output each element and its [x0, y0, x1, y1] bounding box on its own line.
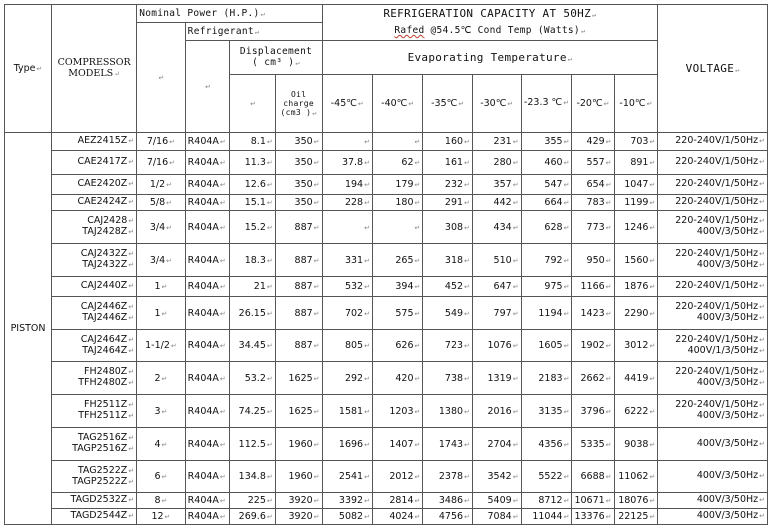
capacity-neg35-cell: 160↵ — [423, 133, 473, 151]
oil-charge-cell: 350↵ — [275, 151, 322, 175]
capacity-neg45-cell: 1581↵ — [322, 395, 372, 428]
voltage-cell: 220-240V/1/50Hz↵ — [658, 195, 768, 211]
nominal-power-cell: 3↵ — [137, 395, 185, 428]
model-cell: CAJ2432Z↵ TAJ2432Z↵ — [52, 244, 137, 277]
nominal-power-cell: 3/4↵ — [137, 244, 185, 277]
capacity-neg10-cell: 9038↵ — [614, 428, 658, 461]
displacement-cell: 225↵ — [230, 493, 275, 509]
capacity-neg35-cell: 1380↵ — [423, 395, 473, 428]
capacity-neg10-cell: 1199↵ — [614, 195, 658, 211]
refrigerant-header: Refrigerant↵ — [185, 23, 322, 41]
model-cell: CAJ2446Z↵ TAJ2446Z↵ — [52, 297, 137, 330]
evaporating-temperature-header: Evaporating Temperature↵ — [322, 41, 658, 75]
capacity-neg10-cell: 2290↵ — [614, 297, 658, 330]
capacity-neg35-cell: 723↵ — [423, 330, 473, 362]
capacity-neg20-cell: 10671↵ — [572, 493, 614, 509]
model-cell: TAG2516Z↵ TAGP2516Z↵ — [52, 428, 137, 461]
capacity-neg45-cell: ↵ — [322, 133, 372, 151]
refrigerant-cell: R404A↵ — [185, 195, 230, 211]
voltage-cell: 220-240V/1/50Hz↵ 400V/3/50Hz↵ — [658, 297, 768, 330]
capacity-neg40-cell: 394↵ — [372, 277, 422, 297]
refrigerant-cell: R404A↵ — [185, 428, 230, 461]
capacity-neg10-cell: 1560↵ — [614, 244, 658, 277]
displacement-cell: 134.8↵ — [230, 461, 275, 493]
capacity-neg40-cell: 62↵ — [372, 151, 422, 175]
capacity-neg23-cell: 460↵ — [521, 151, 572, 175]
displacement-cell: 74.25↵ — [230, 395, 275, 428]
capacity-neg45-cell: 2541↵ — [322, 461, 372, 493]
displacement-cell: 15.2↵ — [230, 211, 275, 244]
capacity-neg10-cell: 1876↵ — [614, 277, 658, 297]
table-row — [5, 151, 768, 175]
capacity-neg30-cell: 442↵ — [472, 195, 521, 211]
capacity-neg20-cell: 429↵ — [572, 133, 614, 151]
compressor-models-header: COMPRESSOR MODELS↵ — [52, 5, 137, 133]
table-row — [5, 211, 768, 244]
capacity-neg10-cell: 18076↵ — [614, 493, 658, 509]
nominal-power-cell: 8↵ — [137, 493, 185, 509]
oil-charge-cell: 887↵ — [275, 277, 322, 297]
capacity-neg30-cell: 1076↵ — [472, 330, 521, 362]
oil-charge-cell: 350↵ — [275, 133, 322, 151]
capacity-neg23-cell: 1194↵ — [521, 297, 572, 330]
table-row — [5, 277, 768, 297]
capacity-neg45-cell: 532↵ — [322, 277, 372, 297]
capacity-neg20-cell: 557↵ — [572, 151, 614, 175]
model-cell: FH2511Z↵ TFH2511Z↵ — [52, 395, 137, 428]
capacity-neg35-cell: 3486↵ — [423, 493, 473, 509]
displacement-cell: 12.6↵ — [230, 175, 275, 195]
refrigerant-cell: R404A↵ — [185, 175, 230, 195]
table-row — [5, 330, 768, 362]
model-cell: TAGD2544Z↵ — [52, 509, 137, 525]
capacity-neg35-cell: 2378↵ — [423, 461, 473, 493]
voltage-cell: 400V/3/50Hz↵ — [658, 509, 768, 525]
capacity-neg35-cell: 318↵ — [423, 244, 473, 277]
capacity-neg23-cell: 2183↵ — [521, 362, 572, 395]
refrigerant-cell: R404A↵ — [185, 509, 230, 525]
capacity-neg10-cell: 22125↵ — [614, 509, 658, 525]
capacity-neg10-cell: 891↵ — [614, 151, 658, 175]
voltage-cell: 220-240V/1/50Hz↵ 400V/3/50Hz↵ — [658, 244, 768, 277]
capacity-neg30-cell: 797↵ — [472, 297, 521, 330]
capacity-neg40-cell: 2814↵ — [372, 493, 422, 509]
capacity-neg30-cell: 5409↵ — [472, 493, 521, 509]
capacity-neg35-cell: 549↵ — [423, 297, 473, 330]
capacity-neg30-cell: 280↵ — [472, 151, 521, 175]
capacity-neg35-cell: 161↵ — [423, 151, 473, 175]
voltage-cell: 400V/3/50Hz↵ — [658, 461, 768, 493]
capacity-neg30-cell: 1319↵ — [472, 362, 521, 395]
capacity-neg35-cell: 452↵ — [423, 277, 473, 297]
capacity-neg23-cell: 664↵ — [521, 195, 572, 211]
capacity-neg45-cell: 292↵ — [322, 362, 372, 395]
temp-header-neg40: -40℃↵ — [372, 75, 422, 133]
capacity-neg20-cell: 1423↵ — [572, 297, 614, 330]
table-row — [5, 509, 768, 525]
capacity-neg23-cell: 11044↵ — [521, 509, 572, 525]
capacity-neg40-cell: 265↵ — [372, 244, 422, 277]
capacity-neg10-cell: 6222↵ — [614, 395, 658, 428]
oil-charge-cell: 3920↵ — [275, 493, 322, 509]
refrigerant-cell: R404A↵ — [185, 151, 230, 175]
nominal-power-cell: 6↵ — [137, 461, 185, 493]
table-row — [5, 493, 768, 509]
capacity-neg23-cell: 355↵ — [521, 133, 572, 151]
capacity-neg23-cell: 975↵ — [521, 277, 572, 297]
nominal-power-cell: 1↵ — [137, 277, 185, 297]
voltage-cell: 220-240V/1/50Hz↵ 400V/3/50Hz↵ — [658, 395, 768, 428]
capacity-neg20-cell: 13376↵ — [572, 509, 614, 525]
table-row — [5, 461, 768, 493]
voltage-cell: 220-240V/1/50Hz↵ — [658, 133, 768, 151]
capacity-neg40-cell: ↵ — [372, 133, 422, 151]
refrigerant-cell: R404A↵ — [185, 211, 230, 244]
capacity-title-header: REFRIGERATION CAPACITY AT 50HZ↵ Rafed @54.5℃ Cond Temp (Watts)↵ — [322, 5, 658, 41]
model-cell: CAE2417Z↵ — [52, 151, 137, 175]
capacity-neg45-cell: 37.8↵ — [322, 151, 372, 175]
capacity-neg40-cell: 575↵ — [372, 297, 422, 330]
displacement-cell: 112.5↵ — [230, 428, 275, 461]
displacement-header: Displacement ( cm³ )↵ — [230, 41, 322, 75]
oil-charge-header: Oil charge (cm3 )↵ — [275, 75, 322, 133]
hp-header-blank: ↵ — [137, 23, 185, 133]
refrigerant-cell: R404A↵ — [185, 244, 230, 277]
model-cell: AEZ2415Z↵ — [52, 133, 137, 151]
model-cell: CAE2420Z↵ — [52, 175, 137, 195]
capacity-neg40-cell: 626↵ — [372, 330, 422, 362]
voltage-cell: 220-240V/1/50Hz↵ — [658, 175, 768, 195]
voltage-cell: 220-240V/1/50Hz↵ — [658, 151, 768, 175]
capacity-neg40-cell: 179↵ — [372, 175, 422, 195]
oil-charge-cell: 887↵ — [275, 244, 322, 277]
capacity-neg10-cell: 11062↵ — [614, 461, 658, 493]
table-row — [5, 195, 768, 211]
capacity-neg20-cell: 950↵ — [572, 244, 614, 277]
capacity-neg35-cell: 1743↵ — [423, 428, 473, 461]
nominal-power-cell: 4↵ — [137, 428, 185, 461]
temp-header-neg10: -10℃↵ — [614, 75, 658, 133]
displacement-cell: 11.3↵ — [230, 151, 275, 175]
displacement-cell: 34.45↵ — [230, 330, 275, 362]
capacity-neg30-cell: 434↵ — [472, 211, 521, 244]
capacity-neg45-cell: 228↵ — [322, 195, 372, 211]
voltage-cell: 400V/3/50Hz↵ — [658, 428, 768, 461]
capacity-neg30-cell: 647↵ — [472, 277, 521, 297]
type-header: Type↵ — [5, 5, 52, 133]
oil-charge-cell: 350↵ — [275, 175, 322, 195]
refrigerant-cell: R404A↵ — [185, 277, 230, 297]
temp-header-neg45: -45℃↵ — [322, 75, 372, 133]
oil-charge-cell: 1625↵ — [275, 395, 322, 428]
capacity-neg30-cell: 231↵ — [472, 133, 521, 151]
oil-charge-cell: 887↵ — [275, 297, 322, 330]
capacity-neg30-cell: 2704↵ — [472, 428, 521, 461]
capacity-neg40-cell: 1203↵ — [372, 395, 422, 428]
capacity-neg20-cell: 654↵ — [572, 175, 614, 195]
refrigerant-cell: R404A↵ — [185, 330, 230, 362]
capacity-neg20-cell: 1166↵ — [572, 277, 614, 297]
model-cell: CAJ2464Z↵ TAJ2464Z↵ — [52, 330, 137, 362]
refrigerant-cell: R404A↵ — [185, 395, 230, 428]
capacity-neg23-cell: 628↵ — [521, 211, 572, 244]
nominal-power-cell: 1↵ — [137, 297, 185, 330]
voltage-cell: 220-240V/1/50Hz↵ 400V/1/3/50Hz↵ — [658, 330, 768, 362]
capacity-neg20-cell: 773↵ — [572, 211, 614, 244]
capacity-neg23-cell: 547↵ — [521, 175, 572, 195]
capacity-neg45-cell: 702↵ — [322, 297, 372, 330]
temp-header-neg30: -30℃↵ — [472, 75, 521, 133]
nominal-power-cell: 1-1/2↵ — [137, 330, 185, 362]
oil-charge-cell: 1625↵ — [275, 362, 322, 395]
capacity-neg23-cell: 3135↵ — [521, 395, 572, 428]
capacity-neg10-cell: 3012↵ — [614, 330, 658, 362]
voltage-cell: 220-240V/1/50Hz↵ 400V/3/50Hz↵ — [658, 211, 768, 244]
capacity-neg30-cell: 357↵ — [472, 175, 521, 195]
capacity-neg45-cell: ↵ — [322, 211, 372, 244]
table-row — [5, 428, 768, 461]
table-row — [5, 133, 768, 151]
capacity-neg30-cell: 2016↵ — [472, 395, 521, 428]
oil-charge-cell: 3920↵ — [275, 509, 322, 525]
capacity-neg35-cell: 308↵ — [423, 211, 473, 244]
nominal-power-header: Nominal Power (H.P.)↵ — [137, 5, 322, 23]
capacity-neg35-cell: 4756↵ — [423, 509, 473, 525]
capacity-neg45-cell: 805↵ — [322, 330, 372, 362]
capacity-neg10-cell: 703↵ — [614, 133, 658, 151]
displacement-header-blank: ↵ — [230, 75, 275, 133]
table-row — [5, 297, 768, 330]
capacity-neg45-cell: 1696↵ — [322, 428, 372, 461]
table-row — [5, 362, 768, 395]
nominal-power-cell: 7/16↵ — [137, 151, 185, 175]
capacity-neg23-cell: 1605↵ — [521, 330, 572, 362]
refrigerant-cell: R404A↵ — [185, 362, 230, 395]
nominal-power-cell: 5/8↵ — [137, 195, 185, 211]
refrigerant-cell: R404A↵ — [185, 461, 230, 493]
refrigerant-cell: R404A↵ — [185, 493, 230, 509]
oil-charge-cell: 1960↵ — [275, 428, 322, 461]
refrigerant-cell: R404A↵ — [185, 133, 230, 151]
nominal-power-cell: 3/4↵ — [137, 211, 185, 244]
model-cell: CAJ2440Z↵ — [52, 277, 137, 297]
nominal-power-cell: 12↵ — [137, 509, 185, 525]
capacity-neg23-cell: 5522↵ — [521, 461, 572, 493]
capacity-neg20-cell: 3796↵ — [572, 395, 614, 428]
nominal-power-cell: 1/2↵ — [137, 175, 185, 195]
model-cell: CAJ2428↵ TAJ2428Z↵ — [52, 211, 137, 244]
nominal-power-cell: 7/16↵ — [137, 133, 185, 151]
capacity-neg45-cell: 5082↵ — [322, 509, 372, 525]
refrigerant-cell: R404A↵ — [185, 297, 230, 330]
oil-charge-cell: 887↵ — [275, 330, 322, 362]
capacity-neg23-cell: 8712↵ — [521, 493, 572, 509]
capacity-neg45-cell: 194↵ — [322, 175, 372, 195]
model-cell: TAGD2532Z↵ — [52, 493, 137, 509]
capacity-neg40-cell: 4024↵ — [372, 509, 422, 525]
capacity-neg20-cell: 1902↵ — [572, 330, 614, 362]
voltage-cell: 220-240V/1/50Hz↵ — [658, 277, 768, 297]
displacement-cell: 269.6↵ — [230, 509, 275, 525]
capacity-neg35-cell: 232↵ — [423, 175, 473, 195]
capacity-neg10-cell: 1047↵ — [614, 175, 658, 195]
capacity-neg20-cell: 2662↵ — [572, 362, 614, 395]
oil-charge-cell: 887↵ — [275, 211, 322, 244]
capacity-neg30-cell: 510↵ — [472, 244, 521, 277]
capacity-neg10-cell: 1246↵ — [614, 211, 658, 244]
voltage-cell: 220-240V/1/50Hz↵ 400V/3/50Hz↵ — [658, 362, 768, 395]
capacity-neg45-cell: 331↵ — [322, 244, 372, 277]
capacity-neg30-cell: 3542↵ — [472, 461, 521, 493]
capacity-neg40-cell: 420↵ — [372, 362, 422, 395]
temp-header-neg35: -35℃↵ — [423, 75, 473, 133]
capacity-neg20-cell: 6688↵ — [572, 461, 614, 493]
temp-header-neg20: -20℃↵ — [572, 75, 614, 133]
type-cell: PISTON — [5, 133, 52, 525]
nominal-power-cell: 2↵ — [137, 362, 185, 395]
capacity-neg20-cell: 5335↵ — [572, 428, 614, 461]
displacement-cell: 18.3↵ — [230, 244, 275, 277]
capacity-neg30-cell: 7084↵ — [472, 509, 521, 525]
displacement-cell: 26.15↵ — [230, 297, 275, 330]
model-cell: FH2480Z↵ TFH2480Z↵ — [52, 362, 137, 395]
displacement-cell: 8.1↵ — [230, 133, 275, 151]
capacity-neg40-cell: 180↵ — [372, 195, 422, 211]
temp-header-neg23: -23.3 ℃↵ — [521, 75, 572, 133]
capacity-neg40-cell: 1407↵ — [372, 428, 422, 461]
capacity-neg20-cell: 783↵ — [572, 195, 614, 211]
table-row — [5, 395, 768, 428]
capacity-neg40-cell: 2012↵ — [372, 461, 422, 493]
capacity-neg23-cell: 4356↵ — [521, 428, 572, 461]
table-row — [5, 175, 768, 195]
refrigerant-header-blank: ↵ — [185, 41, 230, 133]
displacement-cell: 15.1↵ — [230, 195, 275, 211]
voltage-header: VOLTAGE↵ — [658, 5, 768, 133]
oil-charge-cell: 350↵ — [275, 195, 322, 211]
capacity-neg35-cell: 291↵ — [423, 195, 473, 211]
capacity-neg23-cell: 792↵ — [521, 244, 572, 277]
displacement-cell: 53.2↵ — [230, 362, 275, 395]
voltage-cell: 400V/3/50Hz↵ — [658, 493, 768, 509]
displacement-cell: 21↵ — [230, 277, 275, 297]
capacity-neg45-cell: 3392↵ — [322, 493, 372, 509]
model-cell: TAG2522Z↵ TAGP2522Z↵ — [52, 461, 137, 493]
compressor-capacity-table — [4, 4, 768, 525]
model-cell: CAE2424Z↵ — [52, 195, 137, 211]
capacity-neg10-cell: 4419↵ — [614, 362, 658, 395]
capacity-neg40-cell: ↵ — [372, 211, 422, 244]
oil-charge-cell: 1960↵ — [275, 461, 322, 493]
capacity-neg35-cell: 738↵ — [423, 362, 473, 395]
table-row — [5, 244, 768, 277]
